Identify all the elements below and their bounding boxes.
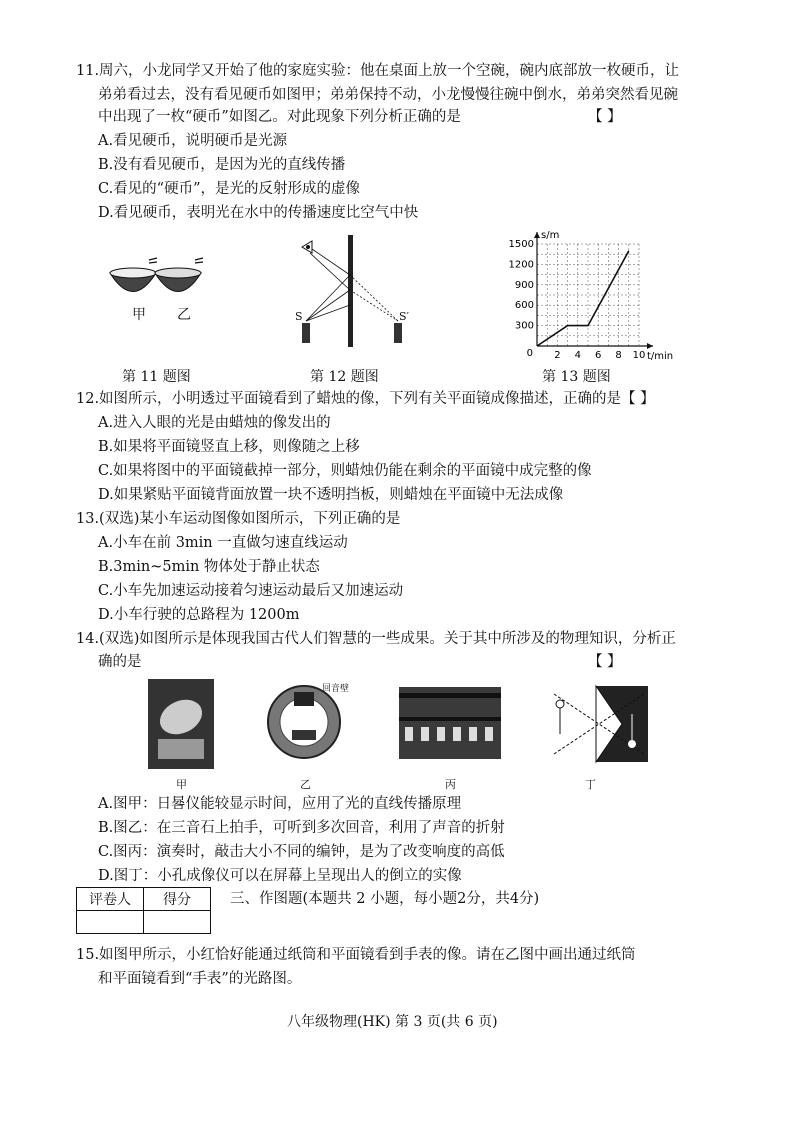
fig14-huiyinbi-label: 回音壁 [322, 684, 350, 694]
q11-bracket: 【 】 [588, 109, 622, 125]
q11-line2: 弟弟看过去，没有看见硬币如图甲；弟弟保持不动，小龙慢慢往碗中倒水，弟弟突然看见碗 [98, 87, 678, 103]
y-tick-label: 600 [514, 300, 534, 312]
eye-icon [149, 258, 157, 263]
fig13-chart [510, 228, 680, 363]
fig12-label-s: S [295, 310, 303, 323]
y-tick-label: 1500 [508, 239, 534, 250]
x-axis-label: t/min [647, 351, 674, 362]
section3-heading: 三、作图题(本题共 2 小题，每小题2分，共4分) [230, 891, 540, 907]
fig11-label-yi: 乙 [177, 307, 191, 323]
fig12-caption: 第 12 题图 [310, 369, 379, 385]
q14-option-c: C.图丙：演奏时，敲击大小不同的编钟，是为了改变响度的高低 [98, 844, 505, 860]
q11-option-c: C.看见的“硬币”，是光的反射形成的虚像 [98, 181, 361, 197]
q14-line2: 确的是 [98, 654, 142, 670]
q11-option-d: D.看见硬币，表明光在水中的传播速度比空气中快 [98, 205, 419, 221]
fig11-caption: 第 11 题图 [122, 369, 191, 385]
score-cell [144, 911, 211, 934]
fig14-bianzhong-image [399, 687, 501, 759]
q15-line1: 15.如图甲所示，小红恰好能通过纸筒和平面镜看到手表的像。请在乙图中画出通过纸筒 [76, 947, 636, 963]
q13-option-a: A.小车在前 3min 一直做匀速直线运动 [98, 535, 348, 551]
candle-image [394, 323, 402, 343]
y-tick-label: 900 [514, 279, 534, 291]
x-tick-label: 4 [574, 350, 581, 361]
y-axis-label: s/m [541, 230, 560, 241]
q15-line2: 和平面镜看到“手表”的光路图。 [98, 971, 302, 987]
score-table [76, 887, 211, 934]
fig14-label-ding: 丁 [585, 778, 596, 791]
fig12-mirror-diagram [290, 235, 420, 350]
q13-stem: 13.(双选)某小车运动图像如图所示，下列正确的是 [76, 511, 401, 527]
q12-option-b: B.如果将平面镜竖直上移，则像随之上移 [98, 439, 360, 455]
origin-label: 0 [526, 348, 533, 359]
reviewer-cell [77, 911, 144, 934]
candle [302, 323, 310, 343]
q12-option-c: C.如果将图中的平面镜截掉一部分，则蜡烛仍能在剩余的平面镜中成完整的像 [98, 463, 592, 479]
score-header: 得分 [144, 888, 211, 911]
q14-option-d: D.图丁：小孔成像仪可以在屏幕上呈现出人的倒立的实像 [98, 868, 462, 884]
y-tick-label: 300 [514, 320, 534, 332]
q14-line1: 14.(双选)如图所示是体现我国古代人们智慧的一些成果。关于其中所涉及的物理知识，分析正 [76, 631, 676, 647]
q13-option-b: B.3min~5min 物体处于静止状态 [98, 559, 320, 575]
fig14-pinhole-image [544, 684, 648, 764]
q11-option-a: A.看见硬币，说明硬币是光源 [98, 133, 288, 149]
q13-option-d: D.小车行驶的总路程为 1200m [98, 607, 300, 623]
q14-option-a: A.图甲：日晷仪能较显示时间，应用了光的直线传播原理 [98, 796, 462, 812]
page-footer: 八年级物理(HK) 第 3 页(共 6 页) [287, 1014, 498, 1030]
x-tick-label: 8 [615, 350, 622, 361]
q12-option-a: A.进入人眼的光是由蜡烛的像发出的 [98, 415, 331, 431]
q12-option-d: D.如果紧贴平面镜背面放置一块不透明挡板，则蜡烛在平面镜中无法成像 [98, 487, 564, 503]
q14-option-b: B.图乙：在三音石上拍手，可听到多次回音，利用了声音的折射 [98, 820, 505, 836]
q11-line3: 中出现了一枚“硬币”如图乙。对此现象下列分析正确的是 [98, 109, 461, 125]
x-tick-label: 2 [554, 350, 561, 361]
q11-line1: 11.周六，小龙同学又开始了他的家庭实验：他在桌面上放一个空碗，碗内底部放一枚硬币，让 [76, 63, 680, 79]
q12-stem: 12.如图所示，小明透过平面镜看到了蜡烛的像，下列有关平面镜成像描述，正确的是【 】 [76, 391, 655, 407]
eye-icon [195, 258, 203, 263]
fig13-caption: 第 13 题图 [542, 369, 611, 385]
y-axis-arrow [534, 232, 540, 238]
q13-option-c: C.小车先加速运动接着匀速运动最后又加速运动 [98, 583, 404, 599]
reviewer-header: 评卷人 [77, 888, 144, 911]
x-tick-label: 6 [595, 350, 602, 361]
fig14-label-bing: 丙 [445, 778, 456, 791]
fig14-label-jia: 甲 [176, 778, 187, 791]
fig14-label-yi: 乙 [300, 778, 311, 791]
fig14-sundial-image [148, 679, 214, 769]
q11-option-b: B.没有看见硬币，是因为光的直线传播 [98, 157, 346, 173]
series-line [537, 251, 629, 346]
y-tick-label: 1200 [508, 259, 534, 271]
q14-bracket: 【 】 [588, 654, 622, 670]
x-axis-arrow [647, 343, 653, 349]
fig12-label-s-prime: S′ [399, 310, 410, 323]
x-tick-label: 10 [632, 350, 646, 361]
fig11-label-jia: 甲 [132, 307, 146, 323]
